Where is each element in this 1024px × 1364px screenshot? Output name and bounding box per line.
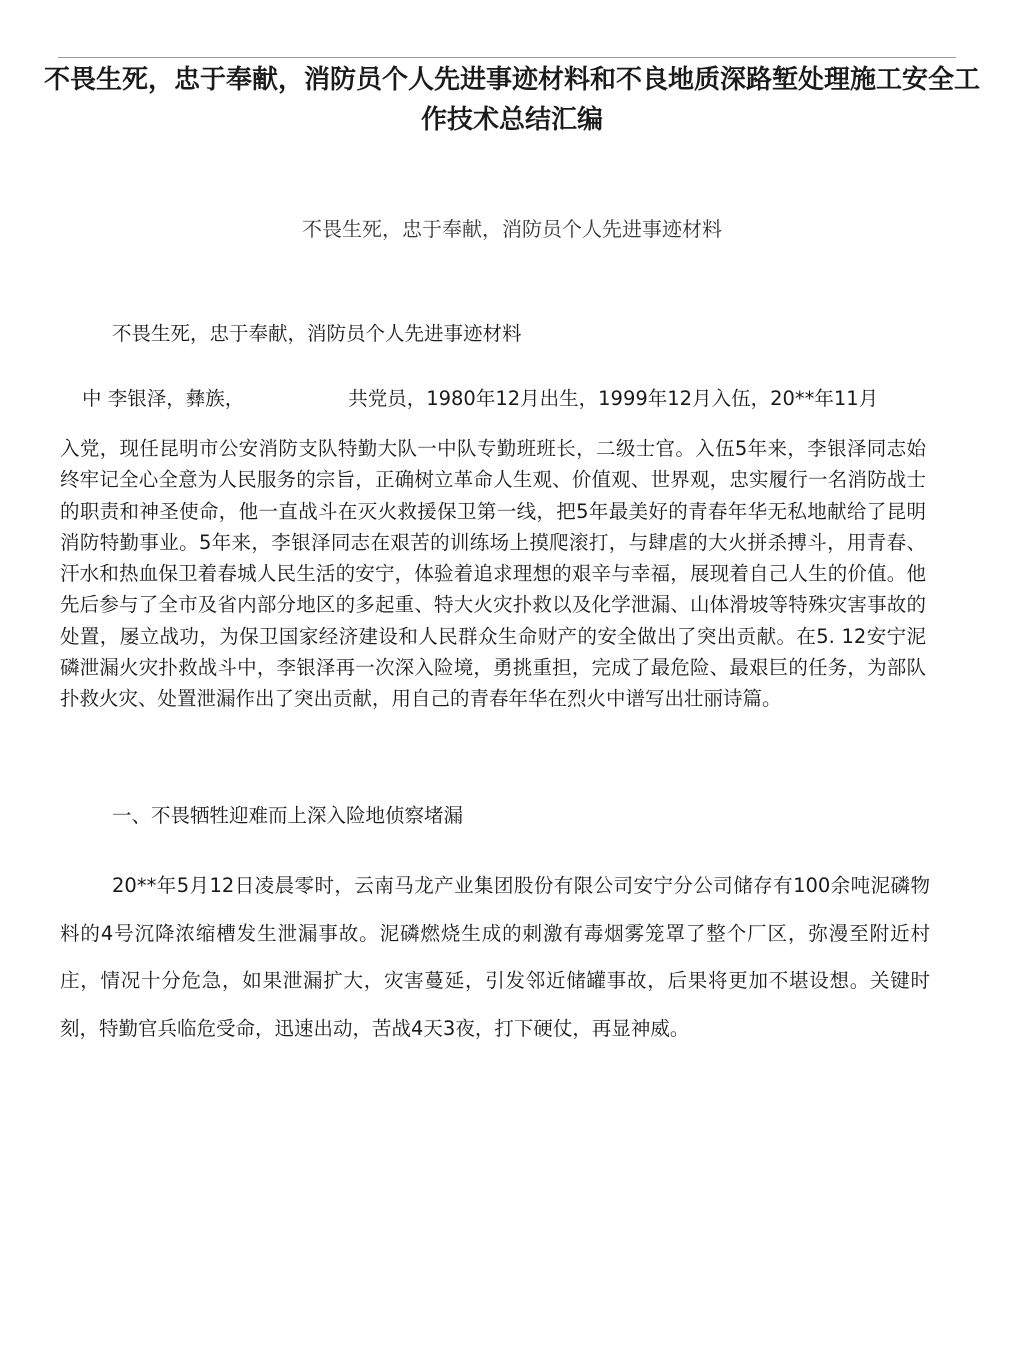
- section-paragraph: 20**年5月12日凌晨零时，云南马龙产业集团股份有限公司安宁分公司储存有100余吨泥磷物料的4号沉降浓缩槽发生泄漏事故。泥磷燃烧生成的刺激有毒烟雾笼罩了整个厂区，弥漫至附近村庄，情况十分危急，如果泄漏扩大，灾害蔓延，引发邻近储罐事故，后果将更加不堪设想。关键时刻，特勤官兵临危受命，迅速出动，苦战4天3夜，打下硬仗，再显神威。: [60, 874, 930, 1040]
- document-title: 不畏生死，忠于奉献，消防员个人先进事迹材料和不良地质深路堑处理施工安全工作技术总结汇编: [43, 65, 980, 135]
- header-rule: [58, 57, 956, 58]
- section-heading: 一、不畏牺牲迎难而上深入险地侦察堵漏: [112, 804, 464, 827]
- intro-paragraph: 入党，现任昆明市公安消防支队特勤大队一中队专勤班班长，二级士官。入伍5年来，李银泽同志始终牢记全心全意为人民服务的宗旨，正确树立革命人生观、价值观、世界观，忠实履行一名消防战士的职责和神圣使命，他一直战斗在灭火救援保卫第一线，把5年最美好的青春年华无私地献给了昆明消防特勤事业。5年来，李银泽同志在艰苦的训练场上摸爬滚打，与肆虐的大火拼杀搏斗，用青春、汗水和热血保卫着春城人民生活的安宁，体验着追求理想的艰辛与幸福，展现着自己人生的价值。他先后参与了全市及省内部分地区的多起重、特大火灾扑救以及化学泄漏、山体滑坡等特殊灾害事故的处置，屡立战功，为保卫国家经济建设和人民群众生命财产的安全做出了突出贡献。在5. 12安宁泥磷泄漏火灾扑救战斗中，李银泽再一次深入险境，勇挑重担，完成了最危险、最艰巨的任务，为部队扑救火灾、处置泄漏作出了突出贡献，用自己的青春年华在烈火中谱写出壮丽诗篇。: [60, 437, 926, 711]
- document-subtitle: 不畏生死，忠于奉献，消防员个人先进事迹材料: [302, 217, 722, 241]
- intro-first-line-part1: 中 李银泽，彝族，: [82, 387, 245, 410]
- intro-first-line-part2: 共党员，1980年12月出生，1999年12月入伍，20**年11月: [348, 387, 879, 410]
- article-heading: 不畏生死，忠于奉献，消防员个人先进事迹材料: [112, 322, 522, 345]
- intro-first-line: [82, 383, 962, 415]
